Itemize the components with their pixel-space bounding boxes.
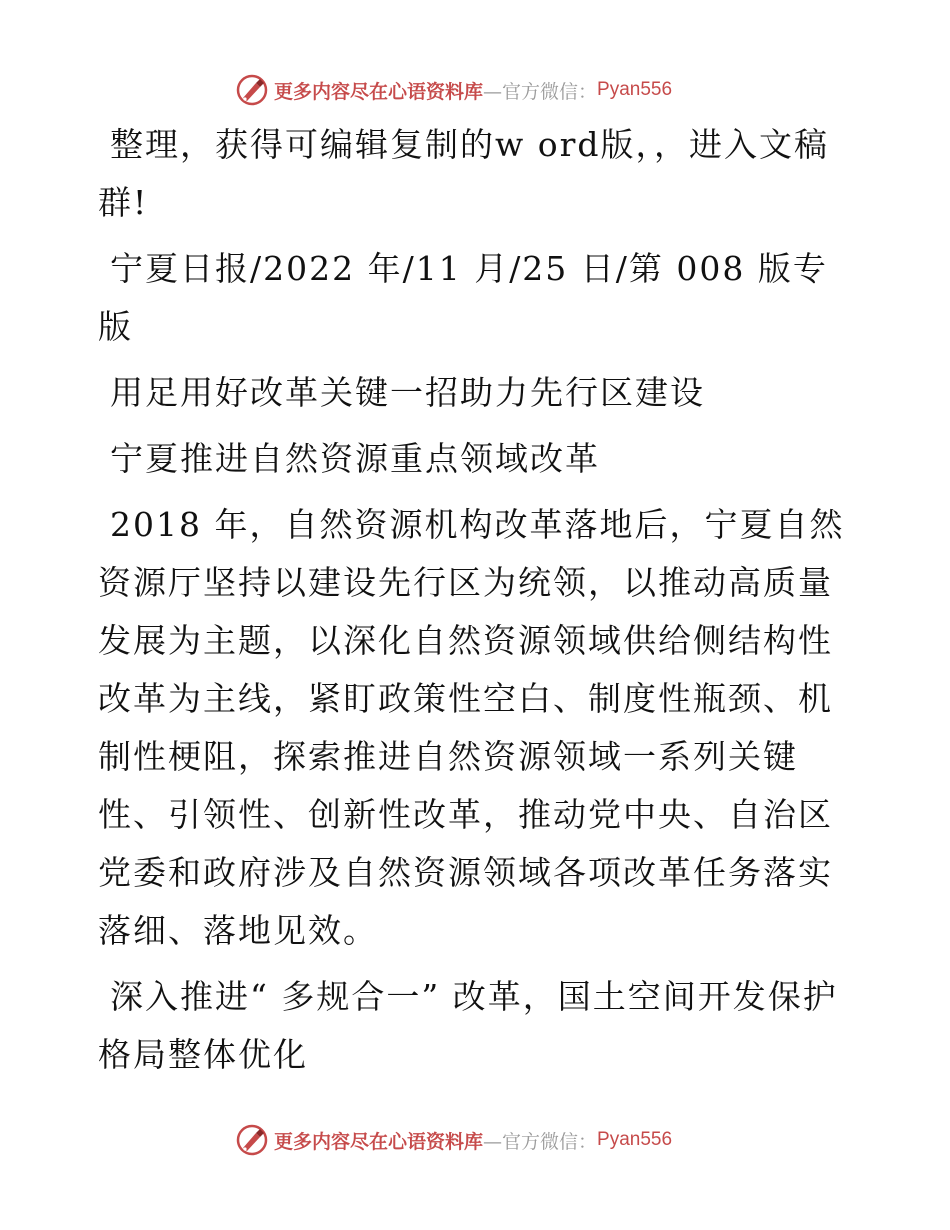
brand-text: 更多内容尽在心语资料库 xyxy=(274,1130,484,1153)
separator-text: —官方微信： xyxy=(483,80,598,103)
section-heading: 深入推进“ 多规合一” 改革，国土空间开发保护格局整体优化 xyxy=(98,977,838,1074)
document-body xyxy=(98,116,858,1084)
pen-seal-icon xyxy=(236,74,268,106)
source-line: 宁夏日报/2022 年/11 月/25 日/第 008 版专版 xyxy=(98,249,828,346)
brand-text: 更多内容尽在心语资料库 xyxy=(274,80,484,103)
separator-text: —官方微信： xyxy=(483,1130,598,1153)
footer-watermark-banner xyxy=(236,1122,672,1158)
header-watermark-banner xyxy=(236,72,672,108)
headline: 用足用好改革关键一招助力先行区建设 xyxy=(110,373,705,412)
intro-note: 整理，获得可编辑复制的w ord版，，进入文稿群! xyxy=(98,125,830,222)
wechat-handle: Pyan556 xyxy=(597,79,673,100)
body-paragraph: 2018 年，自然资源机构改革落地后，宁夏自然资源厅坚持以建设先行区为统领，以推动高质量发展为主题，以深化自然资源领域供给侧结构性改革为主线，紧盯政策性空白、制度性瓶颈、机制性梗阻，探索推进自然资源领域一系列关键性、引领性、创新性改革，推动党中央、自治区党委和政府涉及自然资源领域各项改革任务落实落细、落地见效。 xyxy=(98,505,845,950)
pen-seal-icon xyxy=(236,1124,268,1156)
wechat-handle: Pyan556 xyxy=(597,1129,673,1150)
subheadline: 宁夏推进自然资源重点领域改革 xyxy=(110,439,600,478)
